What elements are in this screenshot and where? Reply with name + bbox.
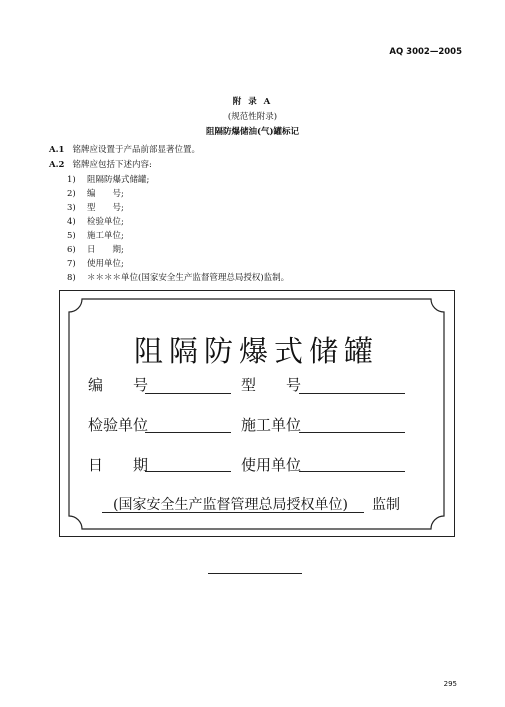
list-item: 2) 编 号; <box>67 189 124 199</box>
clause-text: 铭牌应包括下述内容: <box>72 160 152 170</box>
clause-text: 铭牌应设置于产品前部显著位置。 <box>72 145 200 155</box>
list-item: 4) 检验单位; <box>67 217 124 227</box>
end-rule <box>208 573 302 574</box>
user-line <box>299 471 405 472</box>
authority-text: (国家安全生产监督管理总局授权单位) <box>113 497 348 513</box>
inspection-label: 检验单位 <box>88 416 149 434</box>
construction-label: 施工单位 <box>241 416 302 434</box>
annex-heading: 阻隔防爆储油(气)罐标记 <box>205 127 300 137</box>
date-line <box>145 471 231 472</box>
user-label: 使用单位 <box>241 456 302 474</box>
date-label: 日 期 <box>88 456 149 474</box>
list-item: 5) 施工单位; <box>67 231 124 241</box>
list-item: 3) 型 号; <box>67 203 124 213</box>
supervised-label: 监制 <box>372 497 400 513</box>
serial-line <box>145 393 231 394</box>
inspection-line <box>145 432 231 433</box>
list-item: 6) 日 期; <box>67 245 124 255</box>
annex-title: 附 录 A <box>232 97 273 107</box>
clause-a1 <box>49 143 200 155</box>
standard-code: AQ 3002—2005 <box>389 47 462 57</box>
list-item: 7) 使用单位; <box>67 259 124 269</box>
nameplate-title: 阻隔防爆式储罐 <box>133 334 379 368</box>
annex-subtitle: (规范性附录) <box>227 112 278 122</box>
clause-number: A.1 <box>49 145 65 155</box>
clause-number: A.2 <box>49 160 65 170</box>
model-label: 型 号 <box>241 376 302 394</box>
list-item: 1) 阻隔防爆式储罐; <box>67 175 150 185</box>
model-line <box>299 393 405 394</box>
serial-label: 编 号 <box>88 376 149 394</box>
clause-a2 <box>49 158 152 170</box>
list-item: 8) ＊＊＊＊单位(国家安全生产监督管理总局授权)监制。 <box>67 273 290 283</box>
page-number: 295 <box>443 680 457 688</box>
authority-line <box>102 512 364 513</box>
construction-line <box>299 432 405 433</box>
